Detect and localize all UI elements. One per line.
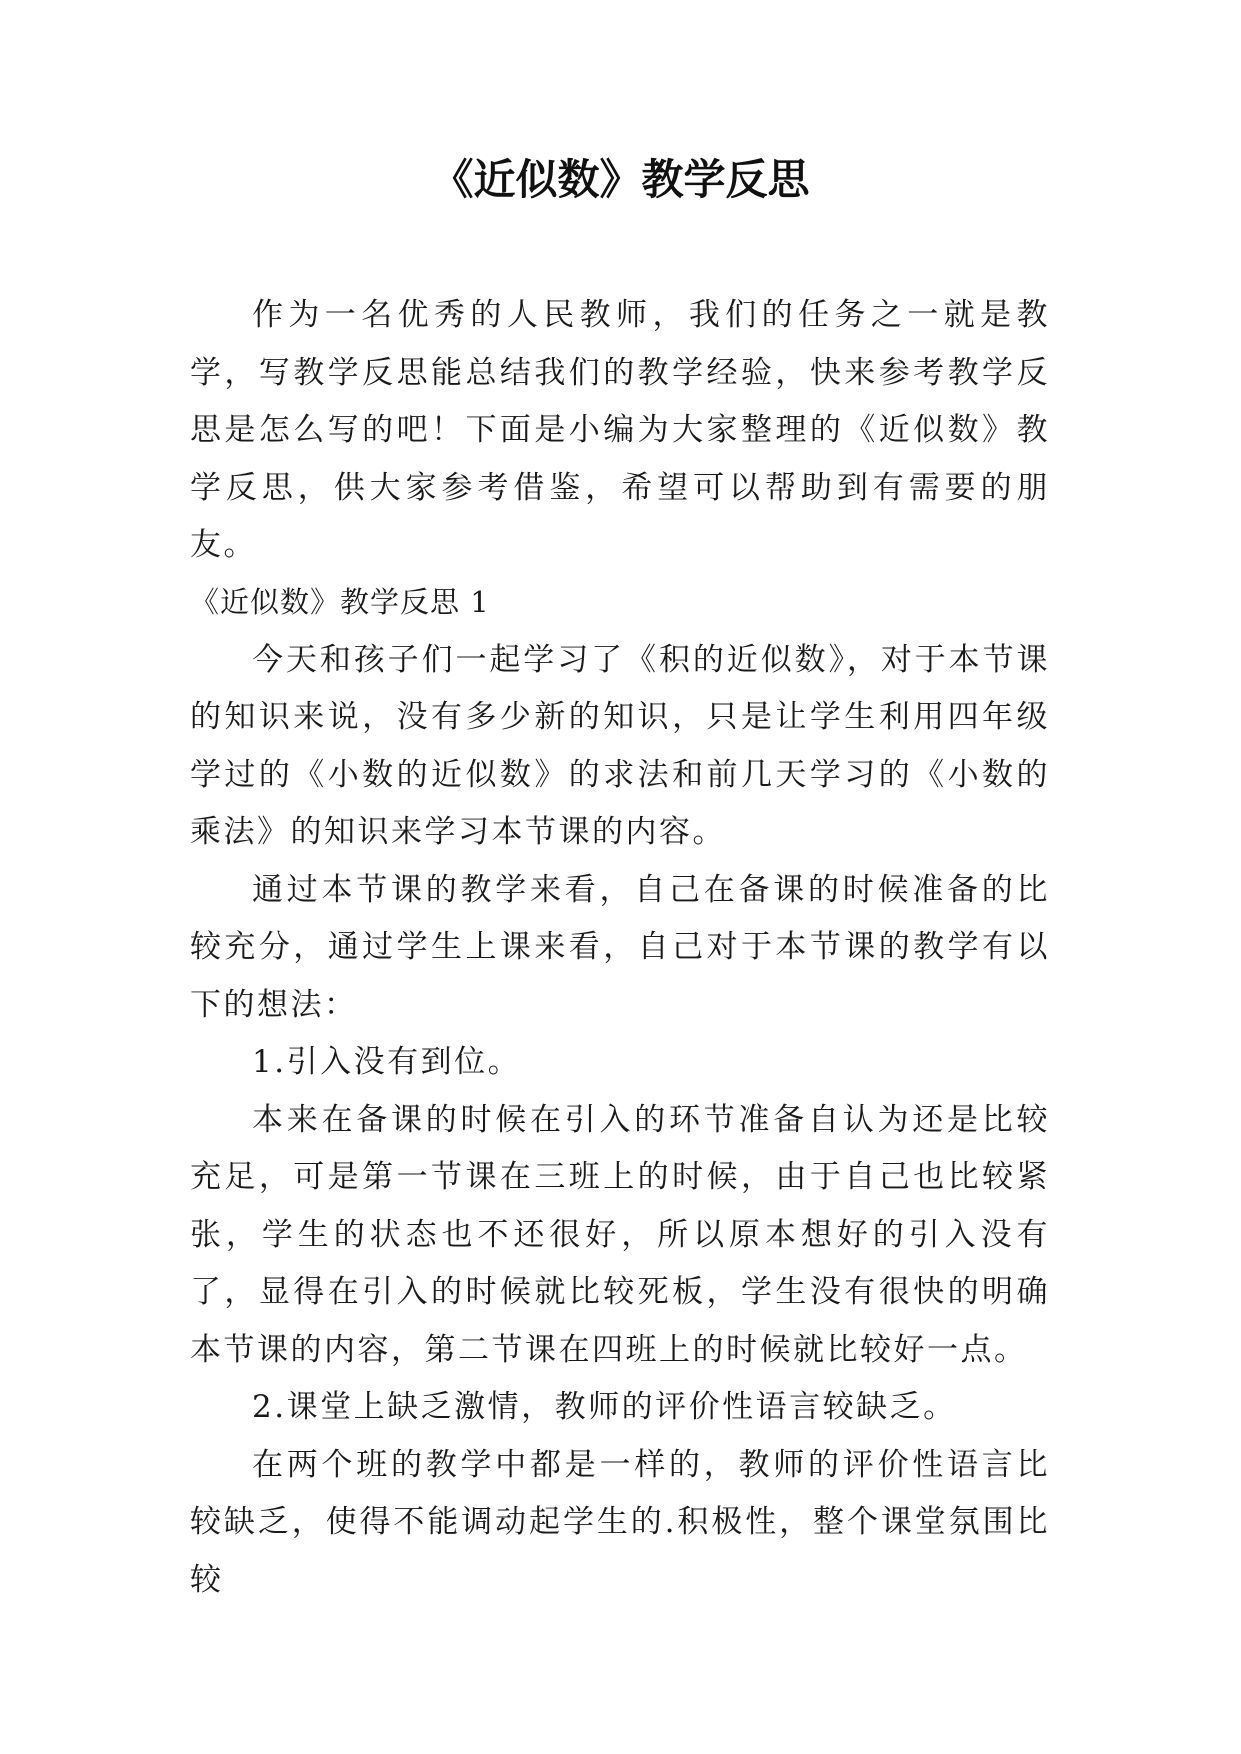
list-item-1: 1.引入没有到位。: [252, 1044, 522, 1080]
intro-paragraph: 作为一名优秀的人民教师，我们的任务之一就是教学，写教学反思能总结我们的教学经验，快来参考教学反思是怎么写的吧！下面是小编为大家整理的《近似数》教学反思，供大家参考借鉴，希望可以帮助到有需要的朋友。: [190, 297, 1050, 563]
document-title: 《近似数》教学反思: [431, 155, 810, 204]
body-paragraph-3: 本来在备课的时候在引入的环节准备自认为还是比较充足，可是第一节课在三班上的时候，由于自己也比较紧张，学生的状态也不还很好，所以原本想好的引入没有了，显得在引入的时候就比较死板，学生没有很快的明确本节课的内容，第二节课在四班上的时候就比较好一点。: [190, 1101, 1050, 1368]
body-paragraph-4: 在两个班的教学中都是一样的，教师的评价性语言比较缺乏，使得不能调动起学生的.积极性，整个课堂氛围比较: [190, 1446, 1050, 1598]
body-paragraph-2: 通过本节课的教学来看，自己在备课的时候准备的比较充分，通过学生上课来看，自己对于本节课的教学有以下的想法：: [190, 871, 1050, 1023]
intro-block: [190, 287, 1050, 575]
section-1: [190, 574, 1050, 1609]
section-heading: 《近似数》教学反思 1: [190, 585, 490, 619]
body-paragraph-1: 今天和孩子们一起学习了《积的近似数》，对于本节课的知识来说，没有多少新的知识，只是让学生利用四年级学过的《小数的近似数》的求法和前几天学习的《小数的乘法》的知识来学习本节课的内容。: [190, 641, 1050, 850]
list-item-2: 2.课堂上缺乏激情，教师的评价性语言较缺乏。: [252, 1389, 957, 1425]
